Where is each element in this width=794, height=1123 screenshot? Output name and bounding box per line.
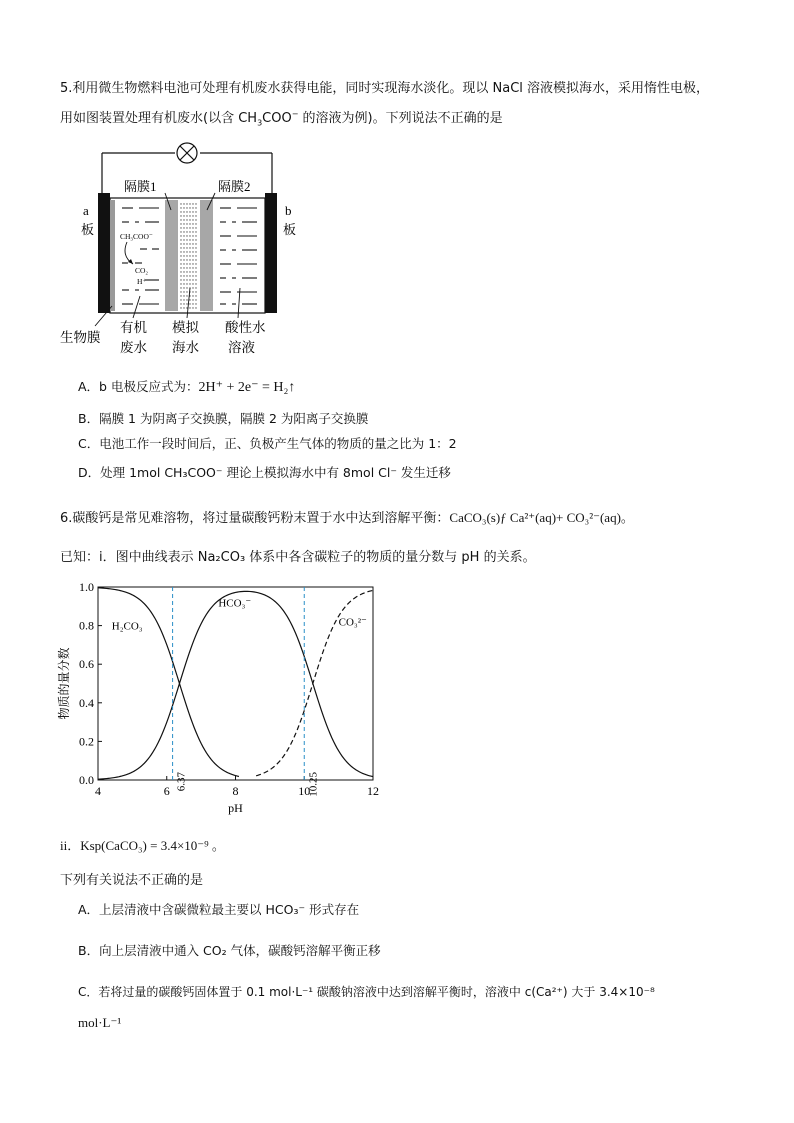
q5-option-a: A．b 电极反应式为：2H⁺ + 2e⁻ = H₂↑	[78, 379, 296, 395]
membrane-1	[165, 200, 178, 311]
sea-label-1: 模拟	[172, 320, 199, 335]
organic-label-1: 有机	[120, 320, 147, 335]
x-tick-label: 4	[95, 784, 101, 798]
biofilm	[110, 200, 115, 311]
series-0-line	[98, 588, 239, 777]
q5-option-b: B．隔膜 1 为阴离子交换膜，隔膜 2 为阳离子交换膜	[78, 411, 369, 426]
ph-distribution-chart	[50, 575, 390, 820]
lamp-icon	[177, 143, 197, 163]
co2-label: CO₂	[135, 266, 149, 275]
y-tick-label: 0.0	[79, 773, 94, 787]
y-tick-label: 0.6	[79, 657, 94, 672]
series-label-hco3: HCO₃⁻	[218, 597, 252, 610]
electrode-a	[98, 193, 110, 313]
acid-label-2: 溶液	[228, 340, 255, 355]
b-label: b	[285, 203, 292, 218]
q5-option-d: D．处理 1mol CH₃COO⁻ 理论上模拟海水中有 8mol Cl⁻ 发生迁移	[78, 465, 451, 480]
q6-option-c-line1: C．若将过量的碳酸钙固体置于 0.1 mol·L⁻¹ 碳酸钠溶液中达到溶解平衡时，溶液中 c(Ca²⁺) 大于 3.4×10⁻⁸	[78, 985, 655, 999]
membrane1-label: 隔膜1	[124, 179, 157, 194]
sea-label-2: 海水	[172, 340, 199, 355]
membrane2-label: 隔膜2	[218, 179, 251, 194]
a-ban-label: 板	[81, 222, 95, 237]
q6-known-ii: ii．Ksp(CaCO₃) = 3.4×10⁻⁹ 。	[60, 838, 225, 853]
a-label: a	[83, 203, 89, 218]
organic-label-2: 废水	[120, 340, 147, 355]
b-ban-label: 板	[283, 222, 297, 237]
y-tick-label: 0.2	[79, 734, 94, 749]
q6-option-c-line2: mol·L⁻¹	[78, 1015, 122, 1030]
x-tick-label: 8	[232, 784, 239, 798]
q6-prompt: 下列有关说法不正确的是	[60, 873, 204, 888]
y-axis-label: 物质的量分数	[57, 647, 71, 720]
y-tick-label: 0.4	[79, 695, 94, 710]
series-label-h2co3: H₂CO₃	[111, 620, 143, 633]
vline-label-0: 6.37	[175, 772, 188, 792]
q6-option-b: B．向上层清液中通入 CO₂ 气体，碳酸钙溶解平衡正移	[78, 943, 381, 958]
x-tick-label: 10	[298, 784, 311, 798]
acid-label-1: 酸性水	[225, 320, 266, 335]
x-tick-label: 12	[367, 784, 379, 798]
y-tick-label: 0.8	[79, 618, 94, 633]
hplus-label: H⁺	[137, 277, 147, 286]
x-tick-label: 6	[163, 784, 170, 798]
membrane-2	[200, 200, 213, 311]
q5-stem-line1: 5.利用微生物燃料电池可处理有机废水获得电能，同时实现海水淡化。现以 NaCl 溶液模拟海水，采用惰性电极，	[60, 81, 710, 96]
vline-label-1: 10.25	[307, 772, 320, 797]
electrode-b	[265, 193, 277, 313]
q5-stem-line2: 用如图装置处理有机废水(以含 $CH_3COO^-$ 的溶液为例)。下列说法不正确的是	[60, 109, 503, 128]
plot-frame	[98, 587, 373, 780]
biofilm-label: 生物膜	[60, 330, 101, 345]
fuel-cell-diagram	[55, 138, 305, 360]
q6-stem: 6.碳酸钙是常见难溶物，将过量碳酸钙粉末置于水中达到溶解平衡：CaCO₃(s)ƒ Ca²⁺(aq)+ CO₃²⁻(aq)。	[60, 510, 634, 526]
x-axis-label: pH	[228, 801, 243, 815]
q6-option-a: A．上层清液中含碳微粒最主要以 HCO₃⁻ 形式存在	[78, 902, 360, 917]
y-tick-label: 1.0	[79, 580, 94, 594]
q6-known-i: 已知：i．图中曲线表示 Na₂CO₃ 体系中各含碳粒子的物质的量分数与 pH 的关系。	[60, 550, 536, 565]
series-label-co3: CO₃²⁻	[338, 616, 367, 629]
ch3coo-label: CH₃COO⁻	[120, 232, 153, 241]
q5-option-c: C．电池工作一段时间后，正、负极产生气体的物质的量之比为 1：2	[78, 436, 457, 451]
